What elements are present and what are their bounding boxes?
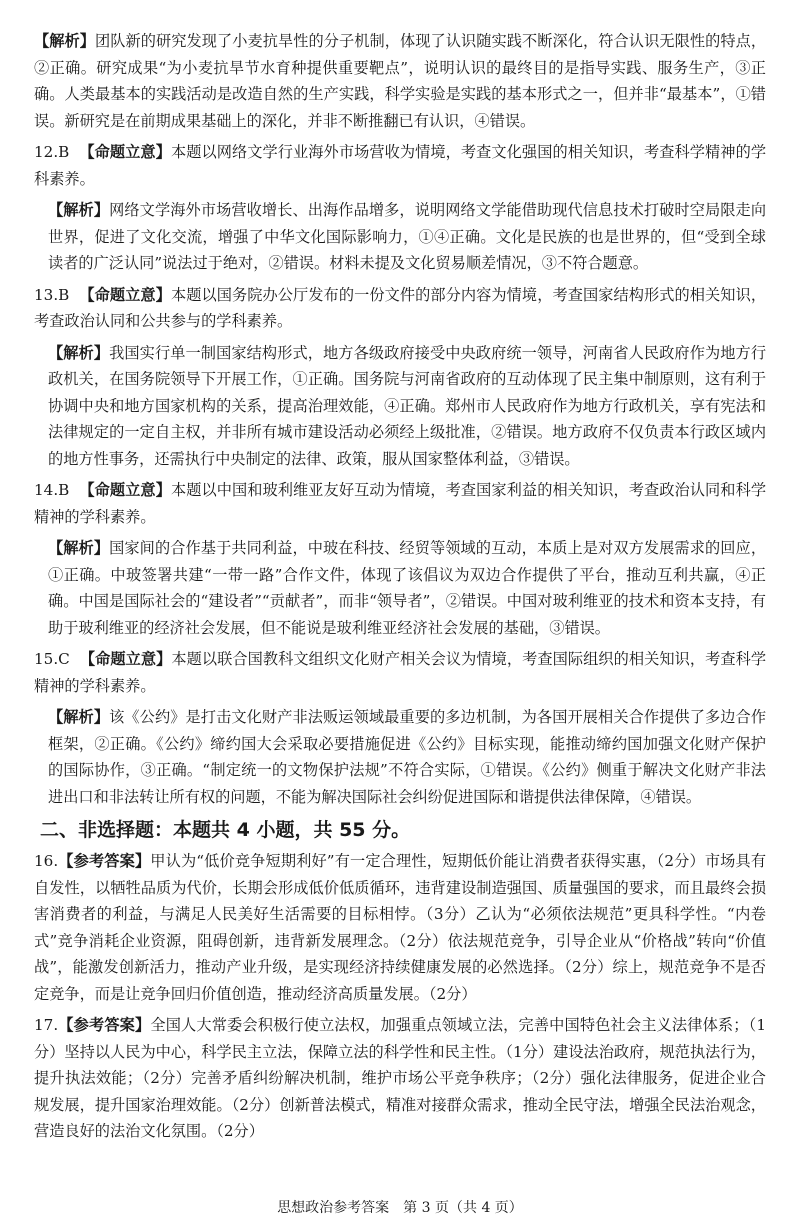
question-14 [34,477,766,641]
intent-text: 本题以联合国教科文组织文化财产相关会议为情境，考查国际组织的相关知识，考查科学精神的学科素养。 [34,650,767,695]
analysis-label: 【解析】 [48,708,110,726]
question-number: 13. [34,285,59,304]
analysis-label: 【解析】 [48,539,110,557]
intent-text: 本题以国务院办公厅发布的一份文件的部分内容为情境，考查国家结构形式的相关知识，考查政治认同和公共参与的学科素养。 [34,285,767,330]
question-13 [34,282,766,473]
analysis-text: 国家间的合作基于共同利益，中玻在科技、经贸等领域的互动，本质上是对双方发展需求的回应，①正确。中玻签署共建“一带一路”合作文件，体现了该倡议为双边合作提供了平台，推动互利共赢，④正确。中国是国际社会的“建设者”“贡献者”，而非“领导者”，②错误。中国对玻利维亚的技术和资本支持，有助于玻利维亚的经济社会发展，但不能说是玻利维亚经济社会发展的基础，③错误。 [48,539,767,637]
analysis-label: 【解析】 [48,343,110,362]
analysis-label: 【解析】 [48,201,110,219]
question-12 [34,139,766,277]
intent-text: 本题以网络文学行业海外市场营收为情境，考查文化强国的相关知识，考查科学精神的学科素养。 [34,143,767,188]
question-15 [34,646,766,810]
analysis-text: 该《公约》是打击文化财产非法贩运领域最重要的多边机制，为各国开展相关合作提供了多边合作框架，②正确。《公约》缔约国大会采取必要措施促进《公约》目标实现，能推动缔约国加强文化财产保护的国际协作，③正确。“制定统一的文物保护法规”不符合实际，①错误。《公约》侧重于解决文化财产非法进出口和非法转让所有权的问题，不能为解决国际社会纠纷促进国际和谐提供法律保障，④错误。 [48,708,767,806]
question-number: 16. [34,852,59,870]
intent-label: 【命题立意】 [79,650,172,668]
question-number: 17. [34,1016,59,1034]
intent-text: 本题以中国和玻利维亚友好互动为情境，考查国家利益的相关知识，考查政治认同和科学精神的学科素养。 [34,481,767,526]
reference-answer-label: 【参考答案】 [58,1016,151,1034]
q11-analysis [34,28,766,134]
answer-letter: B [58,143,70,161]
intent-label: 【命题立意】 [79,481,171,499]
analysis-text: 网络文学海外市场营收增长、出海作品增多，说明网络文学能借助现代信息技术打破时空局限走向世界，促进了文化交流，增强了中华文化国际影响力，①④正确。文化是民族的也是世界的，但“受到全球读者的广泛认同”说法过于绝对，②错误。材料未提及文化贸易顺差情况，③不符合题意。 [48,201,767,272]
intent-label: 【命题立意】 [79,285,171,304]
question-16 [34,848,766,1007]
question-number: 15. [34,650,59,668]
question-number: 14. [34,481,59,499]
analysis-text: 我国实行单一制国家结构形式，地方各级政府接受中央政府统一领导，河南省人民政府作为地方行政机关，在国务院领导下开展工作，①正确。国务院与河南省政府的互动体现了民主集中制原则，这有利于协调中央和地方国家机构的关系，提高治理效能，④正确。郑州市人民政府作为地方行政机关，享有宪法和法律规定的一定自主权，并非所有城市建设活动必须经上级批准，②错误。地方政府不仅负责本行政区域内的地方性事务，还需执行中央制定的法律、政策，服从国家整体利益，③错误。 [48,343,767,468]
section-title: 二、非选择题：本题共 4 小题，共 55 分。 [40,819,411,841]
question-17 [34,1012,766,1145]
analysis-text: 团队新的研究发现了小麦抗旱性的分子机制，体现了认识随实践不断深化，符合认识无限性的特点，②正确。研究成果“为小麦抗旱节水育种提供重要靶点”，说明认识的最终目的是指导实践、服务生产，③正确。人类最基本的实践活动是改造自然的生产实践，科学实验是实践的基本形式之一，但并非“最基本”，①错误。新研究是在前期成果基础上的深化，并非不断推翻已有认识，④错误。 [34,32,767,130]
reference-answer-text: 甲认为“低价竞争短期利好”有一定合理性，短期低价能让消费者获得实惠，（2分）市场具有自发性，以牺牲品质为代价，长期会形成低价低质循环，违背建设制造强国、质量强国的要求，而且最终会损害消费者的利益，与满足人民美好生活需要的目标相悖。（3分）乙认为“必须依法规范”更具科学性。“内卷式”竞争消耗企业资源，阻碍创新，违背新发展理念。（2分）依法规范竞争，引导企业从“价格战”转向“价值战”，能激发创新活力，推动产业升级，是实现经济持续健康发展的必然选择。（2分）综上，规范竞争不是否定竞争，而是让竞争回归价值创造，推动经济高质量发展。（2分） [34,852,767,1003]
analysis-label: 【解析】 [34,32,96,50]
answer-letter: B [58,285,70,304]
reference-answer-label: 【参考答案】 [58,852,151,870]
page-footer: 思想政治参考答案 第 3 页（共 4 页） [277,1200,523,1216]
answer-letter: C [58,650,70,668]
intent-label: 【命题立意】 [79,143,171,161]
reference-answer-text: 全国人大常委会积极行使立法权，加强重点领域立法，完善中国特色社会主义法律体系；（1分）坚持以人民为中心，科学民主立法，保障立法的科学性和民主性。（1分）建设法治政府，规范执法行为，提升执法效能；（2分）完善矛盾纠纷解决机制，维护市场公平竞争秩序；（2分）强化法律服务，促进企业合规发展，提升国家治理效能。（2分）创新普法模式，精准对接群众需求，推动全民守法，增强全民法治观念，营造良好的法治文化氛围。（2分） [34,1016,766,1140]
answer-letter: B [58,481,70,499]
question-number: 12. [34,143,59,161]
